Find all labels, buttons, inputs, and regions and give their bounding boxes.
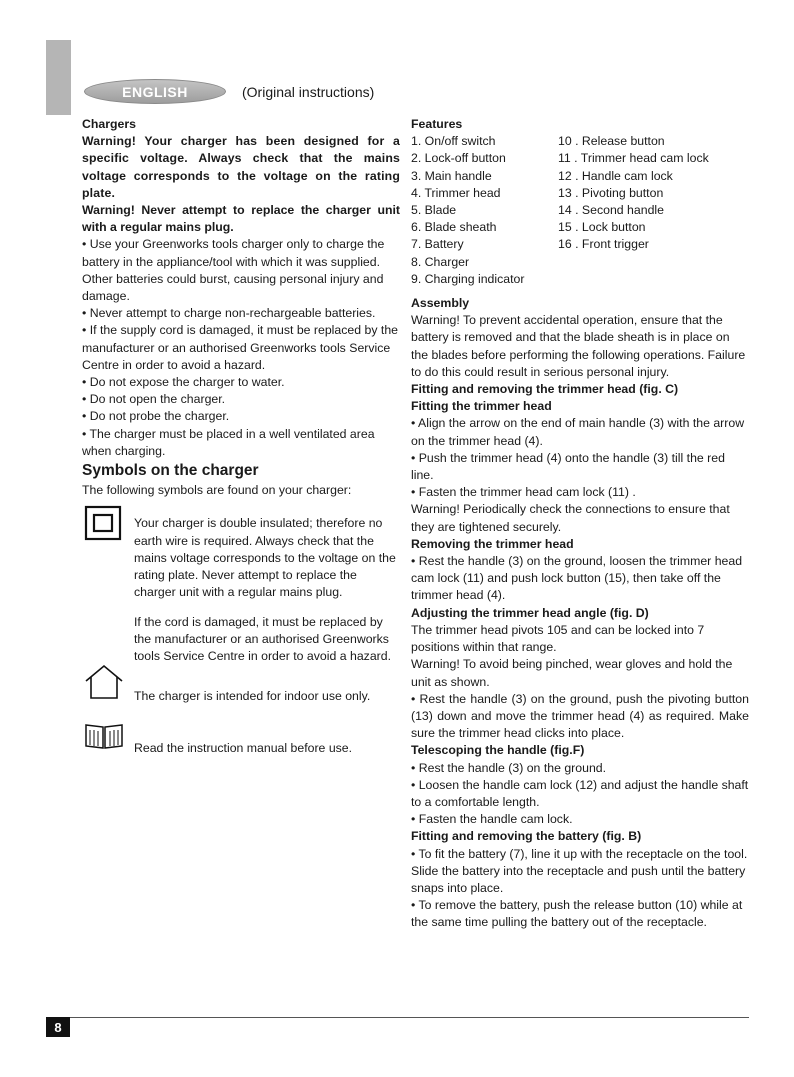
assembly-warning: Warning! To prevent accidental operation, ensure that the battery is removed and that the blade sheath is in place on the blades before performing the following operations. Failure to do this could result in serious personal injury. — [411, 313, 746, 379]
page-number: 8 — [46, 1017, 70, 1037]
feature-item: 5. Blade — [411, 203, 457, 218]
fit-head-warning: Warning! Periodically check the connections to ensure that they are tightened securely. — [411, 502, 730, 534]
charger-bullet: • Never attempt to charge non-rechargeable batteries. — [82, 306, 376, 321]
double-insulated-text: Your charger is double insulated; therefore no earth wire is required. Always check that the mains voltage corresponds to the voltage on the rating plate. Never attempt to replace the charger unit with a regular mains plug. — [134, 516, 396, 600]
symbol-indoor — [82, 676, 400, 718]
head-angle-text: The trimmer head pivots 105 and can be locked into 7 positions within that range. — [411, 622, 705, 655]
charger-bullet: • Use your Greenworks tools charger only to charge the battery in the appliance/tool with which it was supplied. Other batteries could burst, causing personal injury and damage. — [82, 237, 385, 304]
head-angle-heading: Adjusting the trimmer head angle (fig. D) — [411, 605, 649, 620]
side-tab-decoration — [46, 40, 71, 115]
feature-item: 10 . Release button — [558, 134, 665, 149]
symbols-intro: The following symbols are found on your charger: — [82, 483, 352, 498]
remove-head-heading: Removing the trimmer head — [411, 536, 574, 551]
charger-voltage-warning: Warning! Your charger has been designed for a specific voltage. Always check that the mains voltage corresponds to the voltage on the rating plate. — [82, 134, 400, 200]
battery-heading: Fitting and removing the battery (fig. B) — [411, 829, 642, 844]
charger-bullet: • Do not open the charger. — [82, 392, 226, 407]
original-instructions-label: (Original instructions) — [242, 84, 375, 100]
telescope-step: • Fasten the handle cam lock. — [411, 812, 573, 827]
charger-bullet: • If the supply cord is damaged, it must be replaced by the manufacturer or an authorised Greenworks tools Service Centre in order to avoid a hazard. — [82, 323, 398, 372]
fit-head-step: • Align the arrow on the end of main handle (3) with the arrow on the trimmer head (4). — [411, 416, 745, 448]
language-badge: ENGLISH — [84, 79, 226, 104]
symbol-manual — [82, 728, 400, 770]
feature-item: 14 . Second handle — [558, 203, 664, 218]
read-manual-text: Read the instruction manual before use. — [134, 741, 353, 756]
charger-bullet: • The charger must be placed in a well ventilated area when charging. — [82, 426, 375, 458]
feature-item: 16 . Front trigger — [558, 237, 649, 252]
feature-item: 6. Blade sheath — [411, 220, 497, 235]
feature-item: 7. Battery — [411, 237, 464, 252]
feature-item: 8. Charger — [411, 254, 470, 269]
feature-item: 1. On/off switch — [411, 134, 496, 149]
symbols-heading: Symbols on the charger — [82, 462, 259, 480]
charger-bullet: • Do not expose the charger to water. — [82, 375, 285, 390]
telescope-heading: Telescoping the handle (fig.F) — [411, 743, 585, 758]
charger-bullet: • Do not probe the charger. — [82, 409, 230, 424]
telescope-step: • Rest the handle (3) on the ground. — [411, 760, 607, 775]
fit-head-step: • Fasten the trimmer head cam lock (11) . — [411, 485, 636, 500]
open-book-icon — [82, 721, 126, 751]
left-column — [82, 116, 400, 499]
head-angle-warning: Warning! To avoid being pinched, wear gloves and hold the unit as shown. — [411, 657, 733, 689]
feature-item: 11 . Trimmer head cam lock — [558, 151, 709, 166]
feature-item: 2. Lock-off button — [411, 151, 506, 166]
features-list — [411, 133, 749, 288]
remove-head-step: • Rest the handle (3) on the ground, loosen the trimmer head cam lock (11) and push lock button (15), then take off the trimmer head (4). — [411, 554, 743, 603]
right-column — [411, 116, 749, 932]
double-insulated-cord-text: If the cord is damaged, it must be replaced by the manufacturer or an authorised Greenworks tools Service Centre in order to avoid a hazard. — [134, 614, 392, 664]
fit-head-heading: Fitting the trimmer head — [411, 399, 552, 414]
feature-item: 3. Main handle — [411, 168, 492, 183]
feature-item: 4. Trimmer head — [411, 185, 501, 200]
charger-plug-warning: Warning! Never attempt to replace the charger unit with a regular mains plug. — [82, 203, 400, 235]
feature-item: 9. Charging indicator — [411, 271, 525, 286]
footer-rule — [70, 1017, 749, 1018]
features-heading: Features — [411, 117, 463, 131]
assembly-heading: Assembly — [411, 296, 470, 311]
fit-head-step: • Push the trimmer head (4) onto the handle (3) till the red line. — [411, 450, 725, 483]
indoor-use-text: The charger is intended for indoor use only. — [134, 689, 371, 704]
chargers-heading: Chargers — [82, 117, 136, 131]
double-insulated-icon — [82, 505, 124, 541]
feature-item: 13 . Pivoting button — [558, 185, 664, 200]
head-angle-step: • Rest the handle (3) on the ground, push the pivoting button (13) down and move the trimmer head (4) as required. Make sure the trimmer head clicks into place. — [411, 691, 749, 741]
symbol-double-insulated — [82, 503, 400, 678]
fit-remove-head-heading: Fitting and removing the trimmer head (fig. C) — [411, 382, 679, 397]
telescope-step: • Loosen the handle cam lock (12) and adjust the handle shaft to a comfortable length. — [411, 777, 749, 809]
feature-item: 12 . Handle cam lock — [558, 168, 673, 183]
battery-step: • To remove the battery, push the release button (10) while at the same time pulling the battery out of the receptacle. — [411, 898, 743, 930]
house-icon — [82, 663, 126, 701]
battery-step: • To fit the battery (7), line it up with the receptacle on the tool. Slide the battery into the receptacle and push until the battery snaps into place. — [411, 846, 748, 895]
feature-item: 15 . Lock button — [558, 220, 646, 235]
